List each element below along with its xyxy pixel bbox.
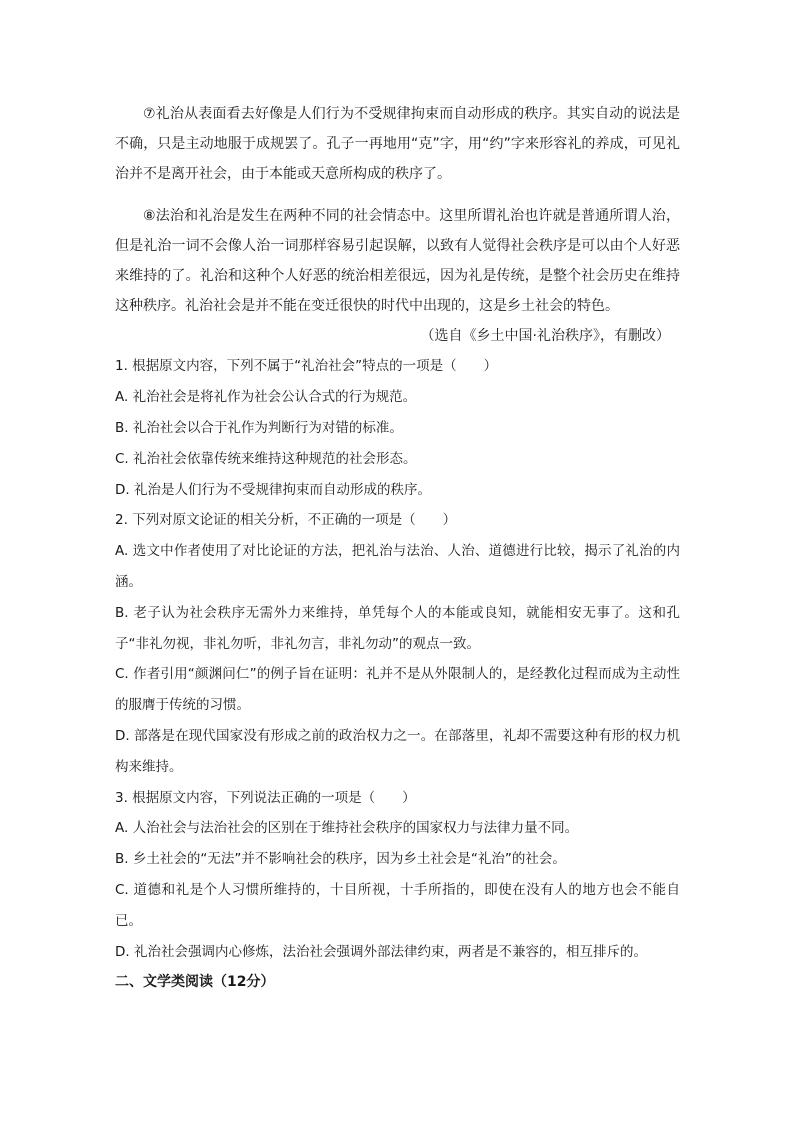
passage-paragraph-7: ⑦礼治从表面看去好像是人们行为不受规律拘束而自动形成的秩序。其实自动的说法是不确，只是主动地服于成规罢了。孔子一再地用“克”字，用“约”字来形容礼的养成，可见礼治并不是离开社会，由于本能或天意所构成的秩序了。 [115,106,680,182]
question-2 [115,505,680,782]
question-1-stem: 1. 根据原文内容，下列不属于“礼治社会”特点的一项是（ ） [115,358,498,375]
passage-paragraph-8: ⑧法治和礼治是发生在两种不同的社会情态中。这里所谓礼治也许就是普通所谓人治，但是礼治一词不会像人治一词那样容易引起误解，以致有人觉得社会秩序是可以由个人好恶来维持的了。礼治和这种个人好恶的统治相差很远，因为礼是传统，是整个社会历史在维持这种秩序。礼治社会是并不能在变迁很快的时代中出现的，这是乡土社会的特色。 [115,208,680,314]
question-3-option-a: A. 人治社会与法治社会的区别在于维持社会秩序的国家权力与法律力量不同。 [115,820,579,837]
section-title-literary-reading: 二、文学类阅读（12分） [115,974,275,991]
question-1-option-b: B. 礼治社会以合于礼作为判断行为对错的标准。 [115,419,403,436]
question-3-option-b: B. 乡土社会的“无法”并不影响社会的秩序，因为乡土社会是“礼治”的社会。 [115,851,566,868]
document-content [115,100,680,998]
question-3-option-c: C. 道德和礼是个人习惯所维持的，十目所视，十手所指的，即使在没有人的地方也会不能自已。 [115,881,680,929]
question-2-option-c: C. 作者引用“颜渊问仁”的例子旨在证明：礼并不是从外限制人的，是经教化过程而成为主动性的服膺于传统的习惯。 [115,666,680,714]
question-1-option-a: A. 礼治社会是将礼作为社会公认合式的行为规范。 [115,389,417,406]
question-3-stem: 3. 根据原文内容，下列说法正确的一项是（ ） [115,789,416,806]
question-1-option-c: C. 礼治社会依靠传统来维持这种规范的社会形态。 [115,450,417,467]
question-2-option-b: B. 老子认为社会秩序无需外力来维持，单凭每个人的本能或良知，就能相安无事了。这和孔子“非礼勿视，非礼勿听，非礼勿言，非礼勿动”的观点一致。 [115,604,680,652]
question-1-option-d: D. 礼治是人们行为不受规律拘束而自动形成的秩序。 [115,481,431,498]
question-3 [115,783,680,968]
question-3-option-d: D. 礼治社会强调内心修炼，法治社会强调外部法律约束，两者是不兼容的，相互排斥的。 [115,943,647,960]
passage-source: （选自《乡土中国·礼治秩序》，有删改） [420,327,670,344]
question-2-option-a: A. 选文中作者使用了对比论证的方法，把礼治与法治、人治、道德进行比较，揭示了礼治的内涵。 [115,543,680,590]
question-1 [115,351,680,505]
question-2-stem: 2. 下列对原文论证的相关分析，不正确的一项是（ ） [115,512,457,529]
question-2-option-d: D. 部落是在现代国家没有形成之前的政治权力之一。在部落里，礼却不需要这种有形的权力机构来维持。 [115,727,680,775]
